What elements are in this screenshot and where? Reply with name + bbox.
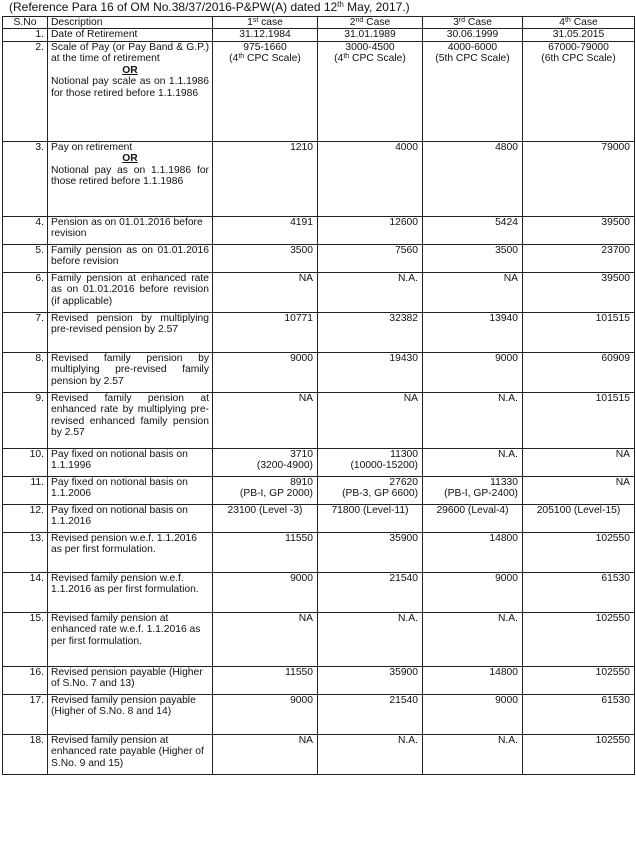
row-value: 102550 <box>523 734 635 774</box>
table-row <box>3 694 635 734</box>
pay-amount: 3710 <box>290 448 313 460</box>
row-value: NA <box>213 272 318 312</box>
table-row <box>3 41 635 141</box>
row-sno: 14. <box>3 572 48 612</box>
table-row <box>3 476 635 504</box>
row-value: 32382 <box>318 312 423 352</box>
reference-text: (Reference Para 16 of OM No.38/37/2016-P&PW(A) dated 12 <box>9 0 338 14</box>
row-description: Family pension as on 01.01.2016 before revision <box>48 244 213 272</box>
row-value <box>213 476 318 504</box>
row-value: 102550 <box>523 532 635 572</box>
row-description: Pay fixed on notional basis on 1.1.2006 <box>48 476 213 504</box>
row-value: 1210 <box>213 141 318 216</box>
row-value <box>423 448 523 476</box>
row-value: 21540 <box>318 694 423 734</box>
pay-scale-note: (3200-4900) <box>256 460 313 472</box>
row-value: 21540 <box>318 572 423 612</box>
row-value: 12600 <box>318 216 423 244</box>
header-case <box>423 17 523 29</box>
row-value: 9000 <box>213 352 318 392</box>
table-row <box>3 572 635 612</box>
row-value: 10771 <box>213 312 318 352</box>
row-description: Revised pension w.e.f. 1.1.2016 as per first formulation. <box>48 532 213 572</box>
table-row <box>3 734 635 774</box>
pay-amount: N.A. <box>497 448 518 460</box>
row-value: 7560 <box>318 244 423 272</box>
header-case-label: Case <box>465 17 492 28</box>
row-sno: 6. <box>3 272 48 312</box>
or-separator: OR <box>122 153 138 165</box>
header-case-sup: nd <box>355 17 364 24</box>
row-value: 31.12.1984 <box>213 29 318 42</box>
row-value: 9000 <box>213 572 318 612</box>
reference-date-sup: th <box>337 0 344 9</box>
row-description: Revised family pension payable (Higher of S.No. 8 and 14) <box>48 694 213 734</box>
row-value: 205100 (Level-15) <box>523 504 635 532</box>
row-description: Revised family pension by multiplying pre-revised family pension by 2.57 <box>48 352 213 392</box>
row-value: 3500 <box>213 244 318 272</box>
row-description: Pay fixed on notional basis on 1.1.1996 <box>48 448 213 476</box>
header-row <box>3 17 635 29</box>
row-value: 23100 (Level -3) <box>213 504 318 532</box>
row-value <box>213 41 318 141</box>
row-value: 9000 <box>423 694 523 734</box>
table-row <box>3 141 635 216</box>
scale-note: (4 <box>229 53 239 65</box>
row-value: 60909 <box>523 352 635 392</box>
table-row <box>3 504 635 532</box>
row-sno: 10. <box>3 448 48 476</box>
pension-revision-table <box>2 16 635 775</box>
header-case-num: 2 <box>349 17 356 28</box>
row-value: 35900 <box>318 532 423 572</box>
row-value: 14800 <box>423 666 523 694</box>
row-value: NA <box>423 272 523 312</box>
row-description: Date of Retirement <box>48 29 213 42</box>
row-description: Pay fixed on notional basis on 1.1.2016 <box>48 504 213 532</box>
row-description-text: Scale of Pay (or Pay Band & G.P.) at the time of retirement <box>51 41 209 65</box>
row-value: 14800 <box>423 532 523 572</box>
row-sno: 12. <box>3 504 48 532</box>
row-value: 3500 <box>423 244 523 272</box>
row-description: Revised pension payable (Higher of S.No. 7 and 13) <box>48 666 213 694</box>
row-value: 9000 <box>423 352 523 392</box>
header-case-sup: rd <box>458 17 466 24</box>
row-sno: 15. <box>3 612 48 666</box>
row-description: Family pension at enhanced rate as on 01.01.2016 before revision (if applicable) <box>48 272 213 312</box>
row-value: 71800 (Level-11) <box>318 504 423 532</box>
header-description: Description <box>48 17 213 29</box>
header-case-label: case <box>258 17 283 28</box>
scale-note-sup: th <box>343 53 350 61</box>
scale-note-end: CPC Scale) <box>244 53 301 65</box>
row-value: 61530 <box>523 694 635 734</box>
pay-scale-note: (10000-15200) <box>350 460 418 472</box>
row-description <box>48 41 213 141</box>
table-row <box>3 216 635 244</box>
row-value: N.A. <box>318 612 423 666</box>
table-row <box>3 244 635 272</box>
pay-scale: 975-1660 <box>243 41 287 53</box>
table-row <box>3 666 635 694</box>
header-case-num: 1 <box>247 17 253 28</box>
row-value: N.A. <box>423 612 523 666</box>
row-sno: 17. <box>3 694 48 734</box>
row-value: N.A. <box>318 734 423 774</box>
row-sno: 2. <box>3 41 48 141</box>
row-value: 102550 <box>523 666 635 694</box>
scale-note: (4 <box>334 53 344 65</box>
scale-note-end: CPC Scale) <box>349 53 406 65</box>
row-value: 102550 <box>523 612 635 666</box>
pay-scale: 67000-79000 <box>548 41 609 53</box>
header-sno: S.No <box>3 17 48 29</box>
row-sno: 7. <box>3 312 48 352</box>
row-value: 101515 <box>523 392 635 448</box>
row-value: 23700 <box>523 244 635 272</box>
row-value <box>523 448 635 476</box>
row-value: 35900 <box>318 666 423 694</box>
row-description: Revised pension by multiplying pre-revised pension by 2.57 <box>48 312 213 352</box>
pay-scale: 4000-6000 <box>447 41 498 53</box>
row-description: Pension as on 01.01.2016 before revision <box>48 216 213 244</box>
row-value: 13940 <box>423 312 523 352</box>
row-value: 101515 <box>523 312 635 352</box>
row-value <box>318 41 423 141</box>
header-case-sup: st <box>252 17 259 24</box>
reference-line <box>0 0 636 15</box>
header-case-num: 3 <box>453 17 459 28</box>
table-row <box>3 532 635 572</box>
row-sno: 9. <box>3 392 48 448</box>
table-row <box>3 29 635 42</box>
row-value: N.A. <box>423 392 523 448</box>
pay-amount: NA <box>615 476 630 488</box>
row-description-text: Pay on retirement <box>51 141 133 153</box>
row-value <box>213 448 318 476</box>
pay-amount: 27620 <box>389 476 418 488</box>
pay-band-note: (PB-I, GP 2000) <box>239 488 313 500</box>
row-value: 5424 <box>423 216 523 244</box>
header-case-label: Case <box>363 17 391 28</box>
table-row <box>3 392 635 448</box>
header-case <box>213 17 318 29</box>
table-row <box>3 448 635 476</box>
row-value: N.A. <box>423 734 523 774</box>
table-row <box>3 612 635 666</box>
row-value: NA <box>318 392 423 448</box>
row-sno: 16. <box>3 666 48 694</box>
row-sno: 1. <box>3 29 48 42</box>
header-case <box>318 17 423 29</box>
row-description-alt: Notional pay as on 1.1.1986 for those retired before 1.1.1986 <box>51 164 209 188</box>
row-value: N.A. <box>318 272 423 312</box>
row-value: 31.05.2015 <box>523 29 635 42</box>
pay-amount: NA <box>615 448 630 460</box>
scale-note: (6th CPC Scale) <box>541 53 616 65</box>
row-value: 19430 <box>318 352 423 392</box>
row-sno: 8. <box>3 352 48 392</box>
row-value <box>318 448 423 476</box>
pay-amount: 11300 <box>390 448 418 460</box>
scale-note: (5th CPC Scale) <box>435 53 510 65</box>
row-description <box>48 141 213 216</box>
row-value: 11550 <box>213 532 318 572</box>
table-row <box>3 272 635 312</box>
table-row <box>3 312 635 352</box>
table-row <box>3 352 635 392</box>
row-value <box>523 476 635 504</box>
header-case-sup: th <box>564 17 571 24</box>
row-value: NA <box>213 734 318 774</box>
header-case-label: Case <box>570 17 598 28</box>
row-sno: 18. <box>3 734 48 774</box>
pay-band-note: (PB-3, GP 6600) <box>342 488 418 500</box>
header-case <box>523 17 635 29</box>
row-value: 4800 <box>423 141 523 216</box>
row-value: 61530 <box>523 572 635 612</box>
row-description: Revised family pension at enhanced rate by multiplying pre-revised enhanced family pension by 2.57 <box>48 392 213 448</box>
row-value: NA <box>213 612 318 666</box>
row-value: 4000 <box>318 141 423 216</box>
pay-amount: 8910 <box>290 476 313 488</box>
row-value: 31.01.1989 <box>318 29 423 42</box>
pay-band-note: (PB-I, GP-2400) <box>444 488 518 500</box>
row-value <box>423 476 523 504</box>
row-value: 11550 <box>213 666 318 694</box>
row-description-alt: Notional pay scale as on 1.1.1986 for those retired before 1.1.1986 <box>51 76 209 99</box>
or-separator: OR <box>122 64 138 76</box>
row-value: 29600 (Leval-4) <box>423 504 523 532</box>
row-value: 9000 <box>423 572 523 612</box>
pay-amount: 11330 <box>490 476 518 488</box>
row-sno: 13. <box>3 532 48 572</box>
row-value <box>318 476 423 504</box>
row-description: Revised family pension w.e.f. 1.1.2016 as per first formulation. <box>48 572 213 612</box>
row-sno: 3. <box>3 141 48 216</box>
pay-scale: 3000-4500 <box>345 41 395 53</box>
row-sno: 5. <box>3 244 48 272</box>
row-description: Revised family pension at enhanced rate payable (Higher of S.No. 9 and 15) <box>48 734 213 774</box>
reference-date-suffix: May, 2017.) <box>343 0 410 14</box>
row-value: 39500 <box>523 272 635 312</box>
header-case-num: 4 <box>559 17 565 28</box>
row-value: 39500 <box>523 216 635 244</box>
row-description: Revised family pension at enhanced rate w.e.f. 1.1.2016 as per first formulation. <box>48 612 213 666</box>
row-value: 4191 <box>213 216 318 244</box>
row-sno: 4. <box>3 216 48 244</box>
row-value: 9000 <box>213 694 318 734</box>
row-value <box>523 41 635 141</box>
row-value: 79000 <box>523 141 635 216</box>
row-value <box>423 41 523 141</box>
scale-note-sup: th <box>238 53 245 61</box>
row-value: 30.06.1999 <box>423 29 523 42</box>
row-sno: 11. <box>3 476 48 504</box>
row-value: NA <box>213 392 318 448</box>
